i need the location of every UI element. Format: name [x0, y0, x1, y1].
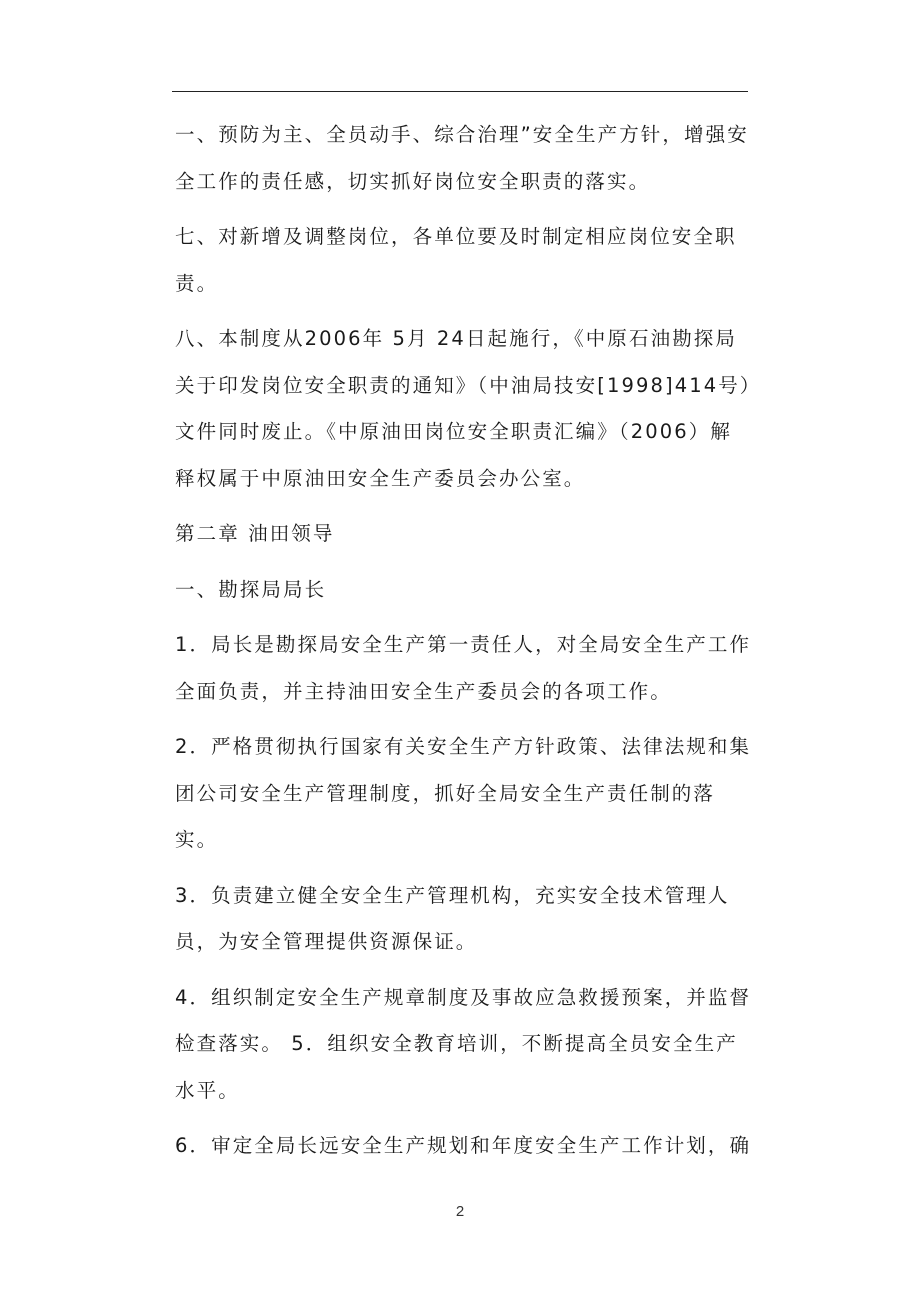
list-item-6: 6．审定全局长远安全生产规划和年度安全生产工作计划，确: [175, 1134, 752, 1157]
header-rule: [172, 91, 748, 92]
paragraph-1: 一、预防为主、全员动手、综合治理”安全生产方针，增强安全工作的责任感，切实抓好岗位安全职责的落实。: [175, 123, 749, 193]
document-body: [175, 112, 753, 1179]
list-item-1: 1．局长是勘探局安全生产第一责任人，对全局安全生产工作全面负责，并主持油田安全生产委员会的各项工作。: [175, 633, 752, 703]
list-item-3: 3．负责建立健全安全生产管理机构，充实安全技术管理人员，为安全管理提供资源保证。: [175, 883, 730, 953]
section-heading: 一、勘探局局长: [175, 577, 327, 601]
list-item-2: 2．严格贯彻执行国家有关安全生产方针政策、法律法规和集团公司安全生产管理制度，抓好全局安全生产责任制的落实。: [175, 735, 752, 851]
paragraph-2: 七、对新增及调整岗位，各单位要及时制定相应岗位安全职责。: [175, 225, 737, 295]
list-item-4-5: 4．组织制定安全生产规章制度及事故应急救援预案，并监督检查落实。 5．组织安全教育培训，不断提高全员安全生产水平。: [175, 985, 752, 1102]
paragraph-3: 八、本制度从2006年 5月 24日起施行，《中原石油勘探局关于印发岗位安全职责的通知》（中油局技安[1998]414号）文件同时废止。《中原油田岗位安全职责汇编》（2006）解释权属于中原油田安全生产委员会办公室。: [175, 327, 752, 490]
chapter-heading: 第二章 油田领导: [175, 522, 335, 545]
page-number: 2: [455, 1203, 465, 1220]
